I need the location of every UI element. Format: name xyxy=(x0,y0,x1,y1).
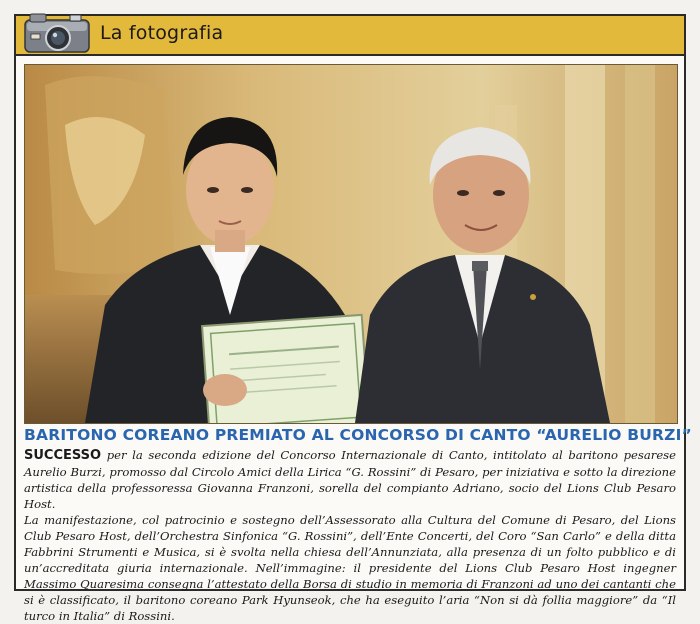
article-paragraph-1 xyxy=(24,447,676,512)
section-header xyxy=(16,16,684,56)
photo-illustration xyxy=(25,65,677,423)
article-headline: BARITONO COREANO PREMIATO AL CONCORSO DI CANTO “AURELIO BURZI” xyxy=(24,426,692,444)
article-paragraph-1-text: per la seconda edizione del Concorso Internazionale di Canto, intitolato al baritono pesarese Aurelio Burzi, promosso dal Circolo Amici della Lirica “G. Rossini” di Pesaro, per iniziativa e sotto la direzione artistica della professoressa Giovanna Franzoni, sorella del compianto Adriano, socio del Lions Club Pesaro Host. xyxy=(24,448,676,511)
news-photo xyxy=(24,64,678,424)
newspaper-clipping xyxy=(14,14,692,623)
article-body xyxy=(24,447,676,624)
article-paragraph-2: La manifestazione, col patrocinio e sostegno dell’Assessorato alla Cultura del Comune di Pesaro, del Lions Club Pesaro Host, dell’Orchestra Sinfonica “G. Rossini”, dell’Ente Concerti, del Coro “San Carlo” e della ditta Fabbrini Strumenti e Musica, si è svolta nella chiesa dell’Annunziata, alla presenza di un folto pubblico e di un’accreditata giuria internazionale. Nell’immagine: il presidente del Lions Club Pesaro Host ingegner Massimo Quaresima consegna l’attestato della Borsa di studio in memoria di Franzoni ad uno dei cantanti che si è classificato, il baritono coreano Park Hyunseok, che ha eseguito l’aria “Non si dà follia maggiore” da “Il turco in Italia” di Rossini. xyxy=(24,513,676,623)
camera-icon xyxy=(22,8,94,56)
section-title: La fotografia xyxy=(100,22,224,44)
article-lead: SUCCESSO xyxy=(24,448,102,463)
